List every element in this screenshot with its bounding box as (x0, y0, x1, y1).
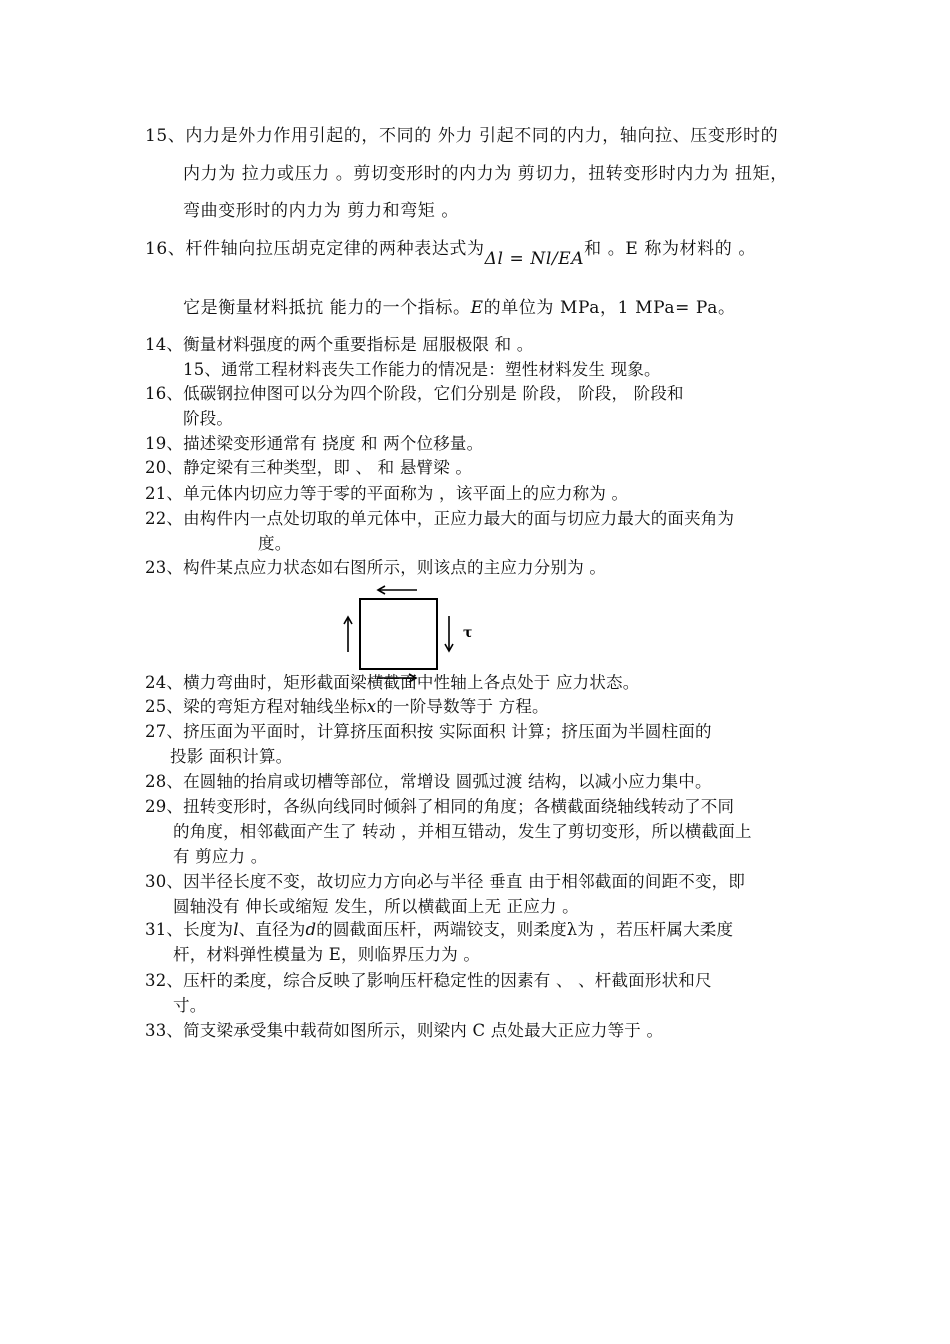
q31-part-a: 31、长度为 (145, 920, 234, 939)
q15-line-2: 内力为 拉力或压力 。剪切变形时的内力为 剪切力，扭转变形时内力为 扭矩， (183, 164, 788, 184)
left-shear-arrow (344, 617, 352, 652)
q24-line: 24、横力弯曲时，矩形截面梁横截面中性轴上各点处于 应力状态。 (145, 673, 640, 692)
q28-line: 28、在圆轴的抬肩或切槽等部位，常增设 圆弧过渡 结构，以减小应力集中。 (145, 772, 712, 791)
q31-line-2: 杆，材料弹性模量为 E，则临界压力为 。 (173, 945, 481, 964)
q22-line-1: 22、由构件内一点处切取的单元体中，正应力最大的面与切应力最大的面夹角为 (145, 509, 735, 528)
q22-line-2: 度。 (258, 534, 292, 553)
q25-suffix: 的一阶导数等于 方程。 (376, 697, 549, 716)
q29-line-3: 有 剪应力 。 (173, 847, 268, 866)
q29-line-2: 的角度，相邻截面产生了 转动 ，并相互错动，发生了剪切变形，所以横截面上 (173, 822, 752, 841)
q32-line-1: 32、压杆的柔度，综合反映了影响压杆稳定性的因素有 、 、杆截面形状和尺 (145, 971, 712, 990)
q27-line-1: 27、挤压面为平面时，计算挤压面积按 实际面积 计算；挤压面为半圆柱面的 (145, 722, 712, 741)
q30-line-2: 圆轴没有 伸长或缩短 发生，所以横截面上无 正应力 。 (173, 897, 579, 916)
top-shear-arrow (378, 586, 417, 594)
q33-line: 33、简支梁承受集中载荷如图所示，则梁内 C 点处最大正应力等于 。 (145, 1021, 664, 1040)
q21-line: 21、单元体内切应力等于零的平面称为 ，该平面上的应力称为 。 (145, 484, 629, 503)
q15b-line: 15、通常工程材料丧失工作能力的情况是：塑性材料发生 现象。 (183, 360, 661, 379)
q20-line: 20、静定梁有三种类型，即 、 和 悬臂梁 。 (145, 458, 473, 477)
q16-line-1 (145, 239, 756, 269)
q15-line-3: 弯曲变形时的内力为 剪力和弯矩 。 (183, 201, 460, 221)
q32-line-2: 寸。 (173, 996, 207, 1015)
q16b-line-2: 阶段。 (183, 409, 234, 428)
q16-line-2 (183, 298, 736, 318)
q19-line: 19、描述梁变形通常有 挠度 和 两个位移量。 (145, 434, 484, 453)
q16-prefix: 16、杆件轴向拉压胡克定律的两种表达式为 (145, 239, 485, 259)
q16b-line-1: 16、低碳钢拉伸图可以分为四个阶段，它们分别是 阶段， 阶段， 阶段和 (145, 384, 684, 403)
q25-variable: x (366, 697, 377, 716)
q16-line-2b: 的单位为 MPa，1 MPa= Pa。 (483, 298, 736, 318)
q16-line-2a: 它是衡量材料抵抗 能力的一个指标。 (183, 298, 471, 318)
modulus-symbol: E (470, 298, 484, 318)
q25-line (145, 697, 549, 717)
q29-line-1: 29、扭转变形时，各纵向线同时倾斜了相同的角度；各横截面绕轴线转动了不同 (145, 797, 735, 816)
q14-line: 14、衡量材料强度的两个重要指标是 屈服极限 和 。 (145, 335, 534, 354)
q16-suffix: 和 。E 称为材料的 。 (584, 239, 756, 259)
stress-element-square (360, 599, 437, 669)
q31-line-1 (145, 920, 733, 940)
q15-line-1: 15、内力是外力作用引起的，不同的 外力 引起不同的内力，轴向拉、压变形时的 (145, 126, 779, 146)
hooke-formula: Δl = Nl/EA (484, 249, 585, 269)
q23-line: 23、构件某点应力状态如右图所示，则该点的主应力分别为 。 (145, 558, 607, 577)
q30-line-1: 30、因半径长度不变，故切应力方向必与半径 垂直 由于相邻截面的间距不变，即 (145, 872, 746, 891)
q27-line-2: 投影 面积计算。 (170, 747, 293, 766)
q25-prefix: 25、梁的弯矩方程对轴线坐标 (145, 697, 367, 716)
q31-diameter-symbol: d (305, 920, 317, 939)
tau-label: τ (463, 625, 473, 641)
q31-part-c: 的圆截面压杆，两端铰支，则柔度λ为 ，若压杆属大柔度 (316, 920, 734, 939)
q31-length-symbol: l (233, 920, 239, 939)
right-shear-arrow (445, 616, 453, 651)
q31-part-b: 、直径为 (238, 920, 306, 939)
